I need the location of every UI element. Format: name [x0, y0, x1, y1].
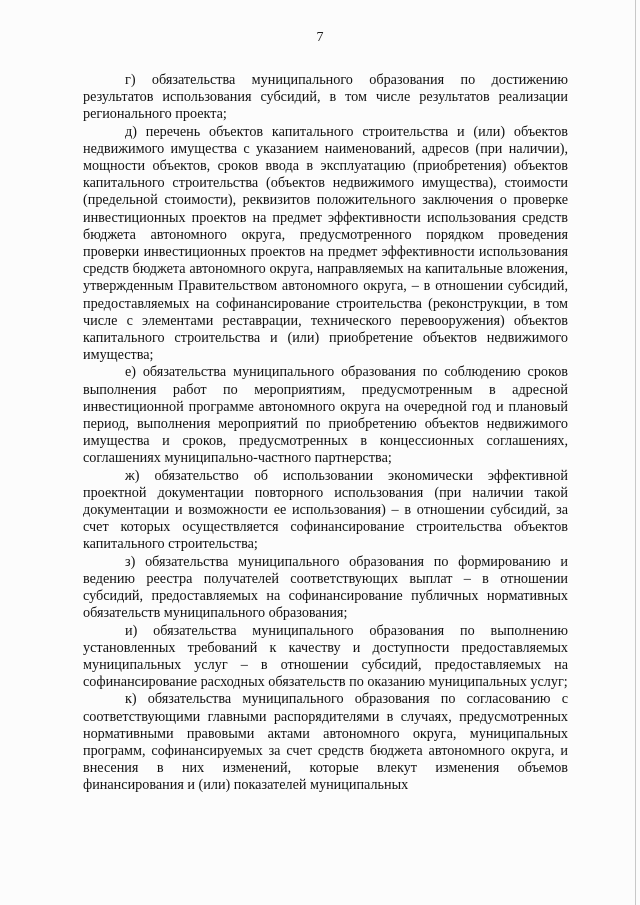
- page-edge-line: [635, 0, 636, 905]
- paragraph-d: д) перечень объектов капитального строительства и (или) объектов недвижимого имущества с указанием наименований, адресов (при наличии), мощности объектов, сроков ввода в эксплуатацию (приобретения) объектов капитального строительства (объектов недвижимого имущества), стоимости (предельной стоимости), реквизитов положительного заключения о проверке инвестиционных проектов на предмет эффективности использования средств бюджета автономного округа, предусмотренного порядком проведения проверки инвестиционных проектов на предмет эффективности использования средств бюджета автономного округа, направляемых на капитальные вложения, утвержденным Правительством автономного округа, – в отношении субсидий, предоставляемых на софинансирование строительства (реконструкции, в том числе с элементами реставрации, технического перевооружения) объектов капитального строительства и (или) приобретение объектов недвижимого имущества;: [83, 123, 568, 364]
- paragraph-g: г) обязательства муниципального образования по достижению результатов использования субсидий, в том числе результатов реализации регионального проекта;: [83, 72, 568, 123]
- page-number: 7: [316, 30, 324, 45]
- paragraph-k: к) обязательства муниципального образования по согласованию с соответствующими главными распорядителями в случаях, предусмотренных нормативными правовыми актами автономного округа, муниципальных программ, софинансируемых за счет средств бюджета автономного округа, и внесения в них изменений, которые влекут изменения объемов финансирования и (или) показателей муниципальных: [83, 691, 568, 794]
- paragraph-zh: ж) обязательство об использовании экономически эффективной проектной документации повторного использования (при наличии такой документации и возможности ее использования) – в отношении субсидий, за счет которых осуществляется софинансирование строительства объектов капитального строительства;: [83, 467, 568, 553]
- paragraph-i: и) обязательства муниципального образования по выполнению установленных требований к качеству и доступности предоставляемых муниципальных услуг – в отношении субсидий, предоставляемых на софинансирование расходных обязательств по оказанию муниципальных услуг;: [83, 622, 568, 691]
- paragraph-z: з) обязательства муниципального образования по формированию и ведению реестра получателей соответствующих выплат – в отношении субсидий, предоставляемых на софинансирование публичных нормативных обязательств муниципального образования;: [83, 553, 568, 622]
- paragraph-e: е) обязательства муниципального образования по соблюдению сроков выполнения работ по мероприятиям, предусмотренным в адресной инвестиционной программе автономного округа на очередной год и плановый период, выполнения мероприятий по приобретению объектов недвижимого имущества и сроков, предусмотренных в концессионных соглашениях, соглашениях муниципально-частного партнерства;: [83, 364, 568, 467]
- document-body: [83, 72, 568, 795]
